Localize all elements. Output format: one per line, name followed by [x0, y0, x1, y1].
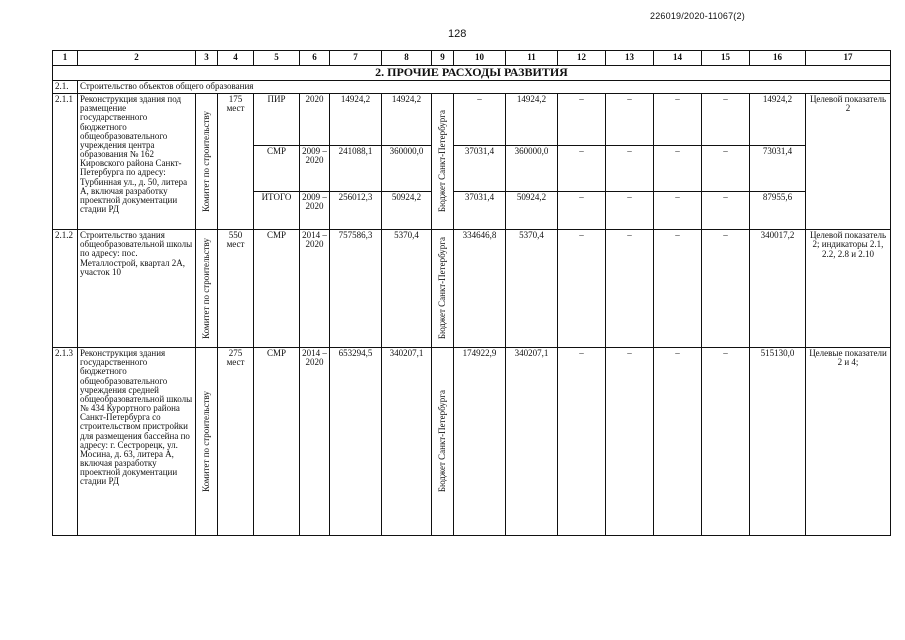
value-cell: – — [654, 94, 702, 146]
value-cell: 256012,3 — [330, 192, 382, 230]
col-header: 2 — [78, 51, 196, 66]
section-title: 2. ПРОЧИЕ РАСХОДЫ РАЗВИТИЯ — [53, 66, 891, 81]
value-cell: 360000,0 — [506, 146, 558, 192]
target-note: Целевые показатели 2 и 4; — [806, 348, 891, 536]
customer-cell — [196, 230, 218, 348]
years: 2009 – 2020 — [300, 192, 330, 230]
value-cell: 37031,4 — [454, 146, 506, 192]
value-cell: 14924,2 — [330, 94, 382, 146]
target-note: Целевой показатель 2 — [806, 94, 891, 230]
value-cell: 14924,2 — [750, 94, 806, 146]
value-cell: 174922,9 — [454, 348, 506, 536]
object-description: Строительство здания общеобразовательной школы по адресу: пос. Металлострой, квартал 2А, участок 10 — [78, 230, 196, 348]
col-header: 15 — [702, 51, 750, 66]
value-cell: 5370,4 — [382, 230, 432, 348]
value-cell: 340207,1 — [506, 348, 558, 536]
value-cell: 50924,2 — [382, 192, 432, 230]
value-cell: – — [558, 94, 606, 146]
value-cell: – — [654, 230, 702, 348]
value-cell: – — [702, 146, 750, 192]
value-cell: – — [606, 348, 654, 536]
funding-source: Бюджет Санкт-Петербурга — [436, 110, 447, 213]
customer-cell — [196, 348, 218, 536]
value-cell: – — [558, 146, 606, 192]
page-number: 128 — [448, 28, 467, 40]
value-cell: 50924,2 — [506, 192, 558, 230]
expenses-table — [52, 50, 891, 536]
customer-name: Комитет по строительству — [200, 391, 211, 492]
work-type: СМР — [254, 230, 300, 348]
object-description: Реконструкция здания государственного бюджетного общеобразовательного учреждения средней общеобразовательной школы № 434 Курортного района Санкт-Петербурга со строительством пристройки для размещения бассейна по адресу: г. Сестрорецк, ул. Мосина, д. 63, литера А, включая разработку проектной документации стадии РД — [78, 348, 196, 536]
value-cell: – — [454, 94, 506, 146]
col-header: 8 — [382, 51, 432, 66]
col-header: 11 — [506, 51, 558, 66]
col-header: 9 — [432, 51, 454, 66]
value-cell: – — [654, 192, 702, 230]
funding-source: Бюджет Санкт-Петербурга — [436, 237, 447, 340]
col-header: 14 — [654, 51, 702, 66]
col-header: 1 — [53, 51, 78, 66]
funding-source: Бюджет Санкт-Петербурга — [436, 390, 447, 493]
source-cell — [432, 348, 454, 536]
col-header: 3 — [196, 51, 218, 66]
work-type: СМР — [254, 146, 300, 192]
value-cell: – — [606, 94, 654, 146]
table-row — [53, 94, 891, 146]
subsection-row — [53, 81, 891, 94]
capacity: 550 мест — [218, 230, 254, 348]
value-cell: 87955,6 — [750, 192, 806, 230]
row-number: 2.1.1 — [53, 94, 78, 230]
value-cell: 241088,1 — [330, 146, 382, 192]
subsection-title: Строительство объектов общего образования — [78, 81, 891, 94]
value-cell: 73031,4 — [750, 146, 806, 192]
value-cell: – — [702, 348, 750, 536]
col-header: 4 — [218, 51, 254, 66]
col-header: 13 — [606, 51, 654, 66]
col-header: 12 — [558, 51, 606, 66]
years: 2020 — [300, 94, 330, 146]
value-cell: – — [702, 230, 750, 348]
row-number: 2.1.3 — [53, 348, 78, 536]
value-cell: – — [654, 348, 702, 536]
row-number: 2.1.2 — [53, 230, 78, 348]
value-cell: 5370,4 — [506, 230, 558, 348]
value-cell: 757586,3 — [330, 230, 382, 348]
subsection-number: 2.1. — [53, 81, 78, 94]
col-header: 6 — [300, 51, 330, 66]
value-cell: – — [606, 230, 654, 348]
value-cell: 14924,2 — [382, 94, 432, 146]
capacity: 175 мест — [218, 94, 254, 230]
target-note: Целевой показатель 2; индикаторы 2.1, 2.2, 2.8 и 2.10 — [806, 230, 891, 348]
value-cell: – — [702, 192, 750, 230]
value-cell: – — [654, 146, 702, 192]
col-header: 17 — [806, 51, 891, 66]
value-cell: – — [702, 94, 750, 146]
document-id: 226019/2020-11067(2) — [650, 11, 745, 21]
value-cell: 653294,5 — [330, 348, 382, 536]
col-header: 10 — [454, 51, 506, 66]
object-description: Реконструкция здания под размещение государственного бюджетного общеобразовательного учреждения центра образования № 162 Кировского района Санкт-Петербурга по адресу: Турбинная ул., д. 50, литера А, включая разработку проектной документации стадии РД — [78, 94, 196, 230]
work-type: ИТОГО — [254, 192, 300, 230]
value-cell: 14924,2 — [506, 94, 558, 146]
value-cell: 340207,1 — [382, 348, 432, 536]
table-row — [53, 230, 891, 348]
value-cell: 37031,4 — [454, 192, 506, 230]
customer-cell — [196, 94, 218, 230]
work-type: СМР — [254, 348, 300, 536]
value-cell: – — [606, 146, 654, 192]
table-row — [53, 348, 891, 536]
value-cell: 360000,0 — [382, 146, 432, 192]
value-cell: 340017,2 — [750, 230, 806, 348]
value-cell: – — [558, 348, 606, 536]
col-header: 7 — [330, 51, 382, 66]
source-cell — [432, 94, 454, 230]
work-type: ПИР — [254, 94, 300, 146]
customer-name: Комитет по строительству — [200, 238, 211, 339]
customer-name: Комитет по строительству — [200, 111, 211, 212]
value-cell: 515130,0 — [750, 348, 806, 536]
years: 2014 – 2020 — [300, 230, 330, 348]
column-number-row — [53, 51, 891, 66]
value-cell: 334646,8 — [454, 230, 506, 348]
col-header: 16 — [750, 51, 806, 66]
value-cell: – — [558, 192, 606, 230]
col-header: 5 — [254, 51, 300, 66]
source-cell — [432, 230, 454, 348]
value-cell: – — [558, 230, 606, 348]
capacity: 275 мест — [218, 348, 254, 536]
years: 2014 – 2020 — [300, 348, 330, 536]
section-row — [53, 66, 891, 81]
years: 2009 – 2020 — [300, 146, 330, 192]
value-cell: – — [606, 192, 654, 230]
